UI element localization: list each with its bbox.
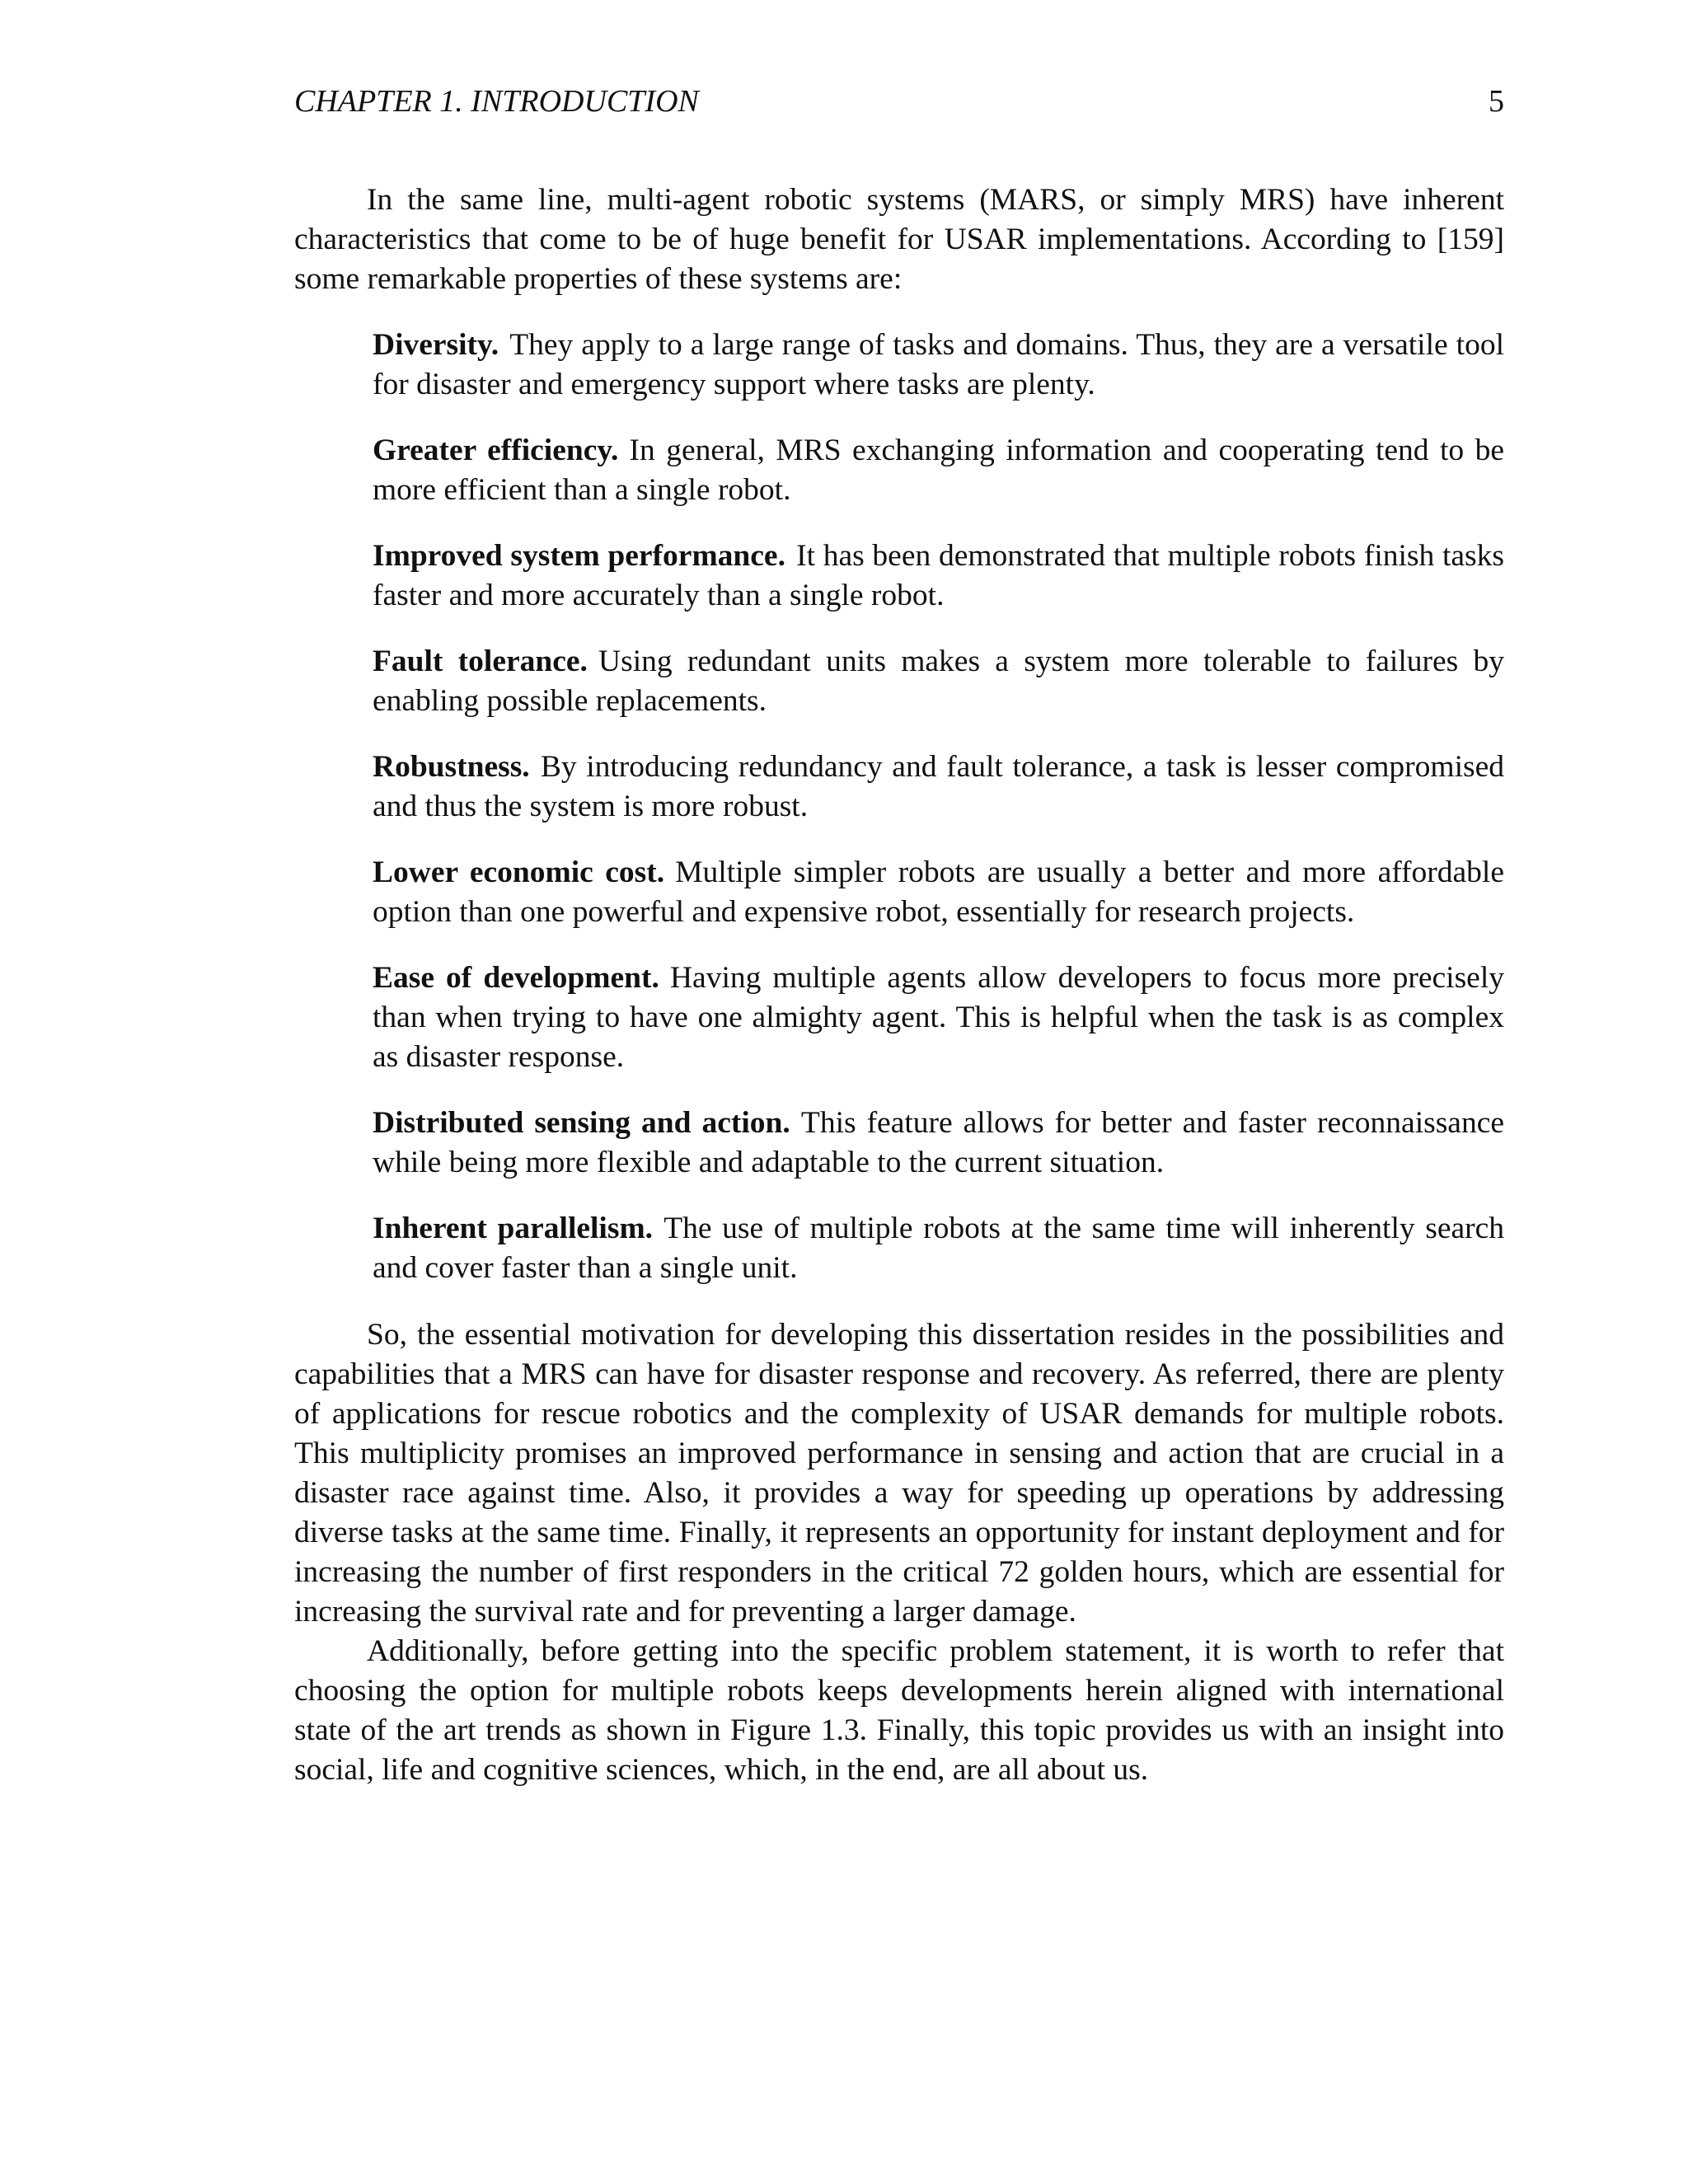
property-item-improved-system-performance [373,537,1504,616]
property-term: Ease of development. [373,961,659,995]
property-description: By introducing redundancy and fault tolerance, a task is lesser compromised and thus the system is more robust. [373,750,1504,823]
property-term: Lower economic cost. [373,855,665,889]
property-item-diversity [373,326,1504,405]
page-number: 5 [1489,84,1504,119]
property-term: Diversity. [373,328,499,362]
property-description: It has been demonstrated that multiple robots finish tasks faster and more accurately than a single robot. [373,539,1504,612]
property-term: Distributed sensing and action. [373,1106,790,1140]
property-description: This feature allows for better and faster reconnaissance while being more flexible and adaptable to the current situation. [373,1106,1504,1179]
property-description: Using redundant units makes a system more tolerable to failures by enabling possible replacements. [373,644,1504,718]
intro-paragraph: In the same line, multi-agent robotic systems (MARS, or simply MRS) have inherent characteristics that come to be of huge benefit for USAR implementations. According to [159] some remarkable properties of these systems are: [294,183,1504,296]
property-description: Multiple simpler robots are usually a better and more affordable option than one powerful and expensive robot, essentially for research projects. [373,855,1504,929]
property-term: Robustness. [373,750,530,784]
property-description: The use of multiple robots at the same time will inherently search and cover faster than a single unit. [373,1212,1504,1285]
property-term: Greater efficiency. [373,434,619,467]
property-item-robustness [373,748,1504,827]
property-item-ease-of-development [373,958,1504,1077]
body-text [294,180,1504,1790]
properties-list [373,326,1504,1288]
property-item-lower-economic-cost [373,853,1504,932]
property-item-fault-tolerance [373,642,1504,721]
property-term: Inherent parallelism. [373,1212,654,1245]
running-header [294,81,1504,122]
document-page [294,81,1504,1790]
property-item-distributed-sensing [373,1104,1504,1183]
property-description: Having multiple agents allow developers to focus more precisely than when trying to have one almighty agent. This is helpful when the task is as complex as disaster response. [373,961,1504,1074]
property-description: They apply to a large range of tasks and domains. Thus, they are a versatile tool for disaster and emergency support where tasks are plenty. [373,328,1504,401]
property-term: Fault tolerance. [373,644,588,678]
property-description: In general, MRS exchanging information and cooperating tend to be more efficient than a single robot. [373,434,1504,507]
chapter-title: CHAPTER 1. INTRODUCTION [294,84,699,119]
property-term: Improved system performance. [373,539,785,573]
motivation-paragraph: So, the essential motivation for developing this dissertation resides in the possibilities and capabilities that a MRS can have for disaster response and recovery. As referred, there are plenty of applications for rescue robotics and the complexity of USAR demands for multiple robots. This multiplicity promises an improved performance in sensing and action that are crucial in a disaster race against time. Also, it provides a way for speeding up operations by addressing diverse tasks at the same time. Finally, it represents an opportunity for instant deployment and for increasing the number of first responders in the critical 72 golden hours, which are essential for increasing the survival rate and for preventing a larger damage. [294,1318,1504,1629]
property-item-greater-efficiency [373,431,1504,510]
additional-paragraph: Additionally, before getting into the specific problem statement, it is worth to refer that choosing the option for multiple robots keeps developments herein aligned with international state of the art trends as shown in Figure 1.3. Finally, this topic provides us with an insight into social, life and cognitive sciences, which, in the end, are all about us. [294,1634,1504,1787]
property-item-inherent-parallelism [373,1209,1504,1288]
